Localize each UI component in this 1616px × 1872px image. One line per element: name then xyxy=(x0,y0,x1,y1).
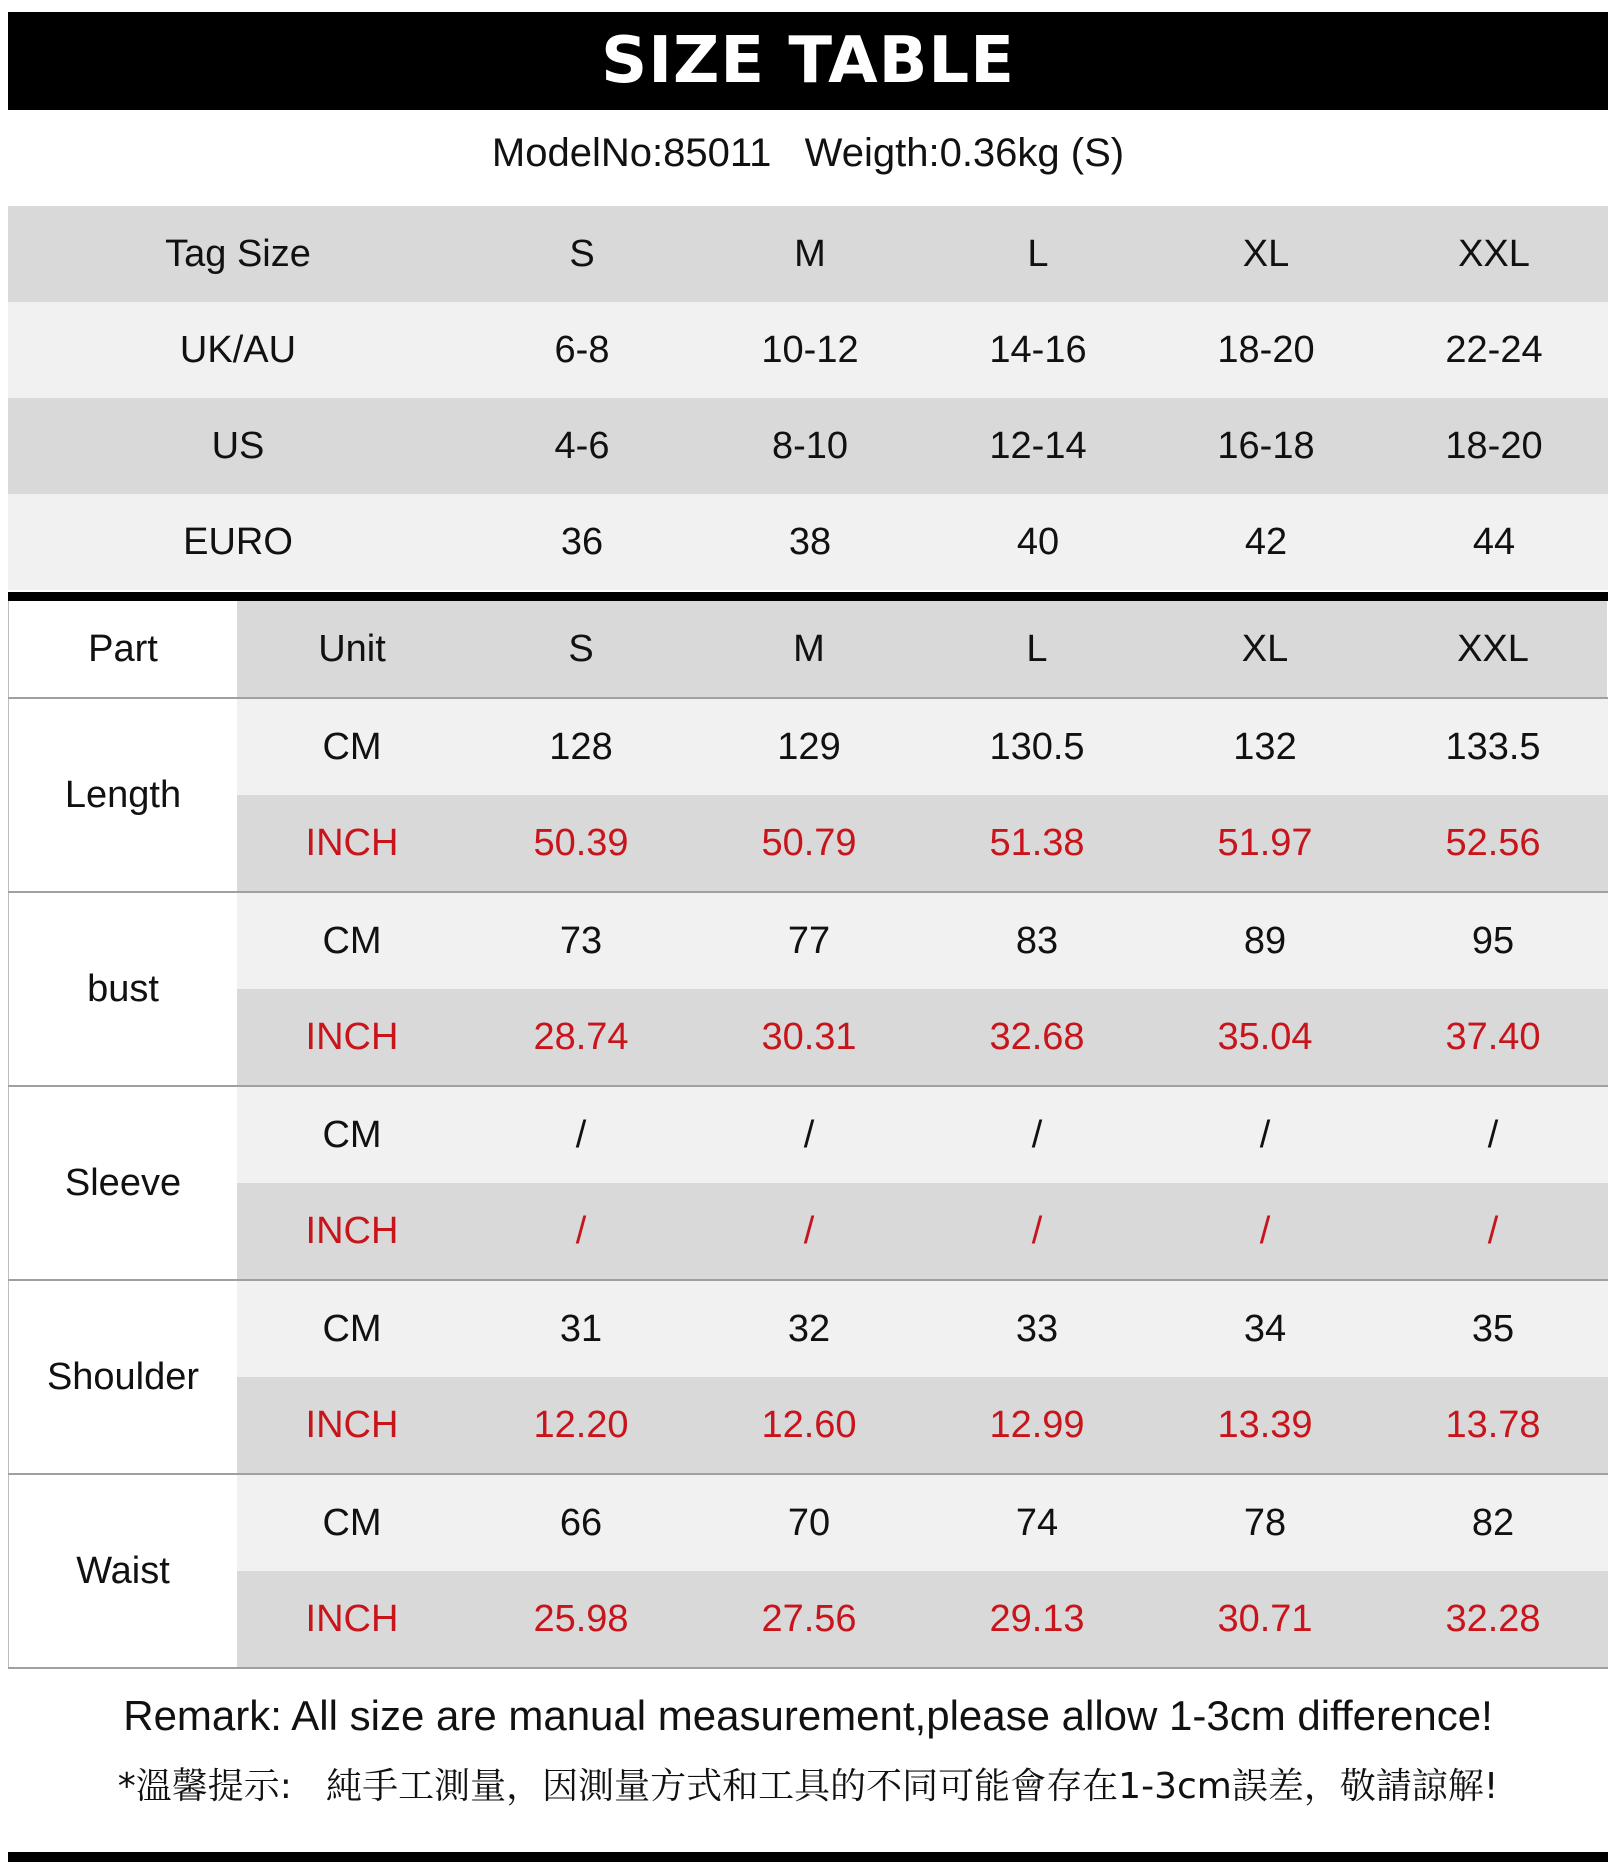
table-cell: 129 xyxy=(777,725,841,768)
unit-label: INCH xyxy=(305,1597,399,1640)
table-cell: 70 xyxy=(787,1501,831,1544)
table-cell: 128 xyxy=(549,725,613,768)
table-cell: 66 xyxy=(559,1501,603,1544)
table-cell: 35.04 xyxy=(1217,1015,1313,1058)
unit-label: INCH xyxy=(305,1015,399,1058)
table-cell: 14-16 xyxy=(989,328,1087,371)
header-size: M xyxy=(695,601,923,697)
table-cell: 35 xyxy=(1471,1307,1515,1350)
table-cell: 51.38 xyxy=(989,821,1085,864)
table-cell: 36 xyxy=(560,520,604,563)
row-label: US xyxy=(211,424,265,467)
unit-label: CM xyxy=(322,725,382,768)
table-row xyxy=(8,398,1608,494)
table-cell: / xyxy=(1259,1209,1271,1252)
table-row xyxy=(237,699,1608,795)
part-label: Shoulder xyxy=(8,1281,237,1473)
table-cell: 12.20 xyxy=(533,1403,629,1446)
measurement-group-shoulder xyxy=(8,1281,1608,1475)
table-cell: 82 xyxy=(1471,1501,1515,1544)
table-cell: 132 xyxy=(1233,725,1297,768)
table-cell: 42 xyxy=(1244,520,1288,563)
model-info: ModelNo:85011 Weigth:0.36kg (S) xyxy=(491,130,1125,175)
unit-label: INCH xyxy=(305,1403,399,1446)
table-row xyxy=(237,1475,1608,1571)
table-cell: 18-20 xyxy=(1445,424,1543,467)
table-cell: / xyxy=(575,1113,587,1156)
table-cell: 130.5 xyxy=(989,725,1085,768)
table-cell: XXL xyxy=(1458,232,1530,275)
measurement-table xyxy=(8,601,1608,1669)
table-cell: 29.13 xyxy=(989,1597,1085,1640)
part-label: bust xyxy=(8,893,237,1085)
table-row xyxy=(237,1183,1608,1279)
row-label: EURO xyxy=(183,520,293,563)
table-cell: 12.60 xyxy=(761,1403,857,1446)
table-cell: / xyxy=(1031,1209,1043,1252)
table-cell: 32.68 xyxy=(989,1015,1085,1058)
measurement-group-length xyxy=(8,699,1608,893)
table-cell: 30.71 xyxy=(1217,1597,1313,1640)
table-cell: 8-10 xyxy=(771,424,849,467)
table-cell: 30.31 xyxy=(761,1015,857,1058)
table-cell: 16-18 xyxy=(1217,424,1315,467)
table-row xyxy=(237,795,1608,891)
table-cell: 25.98 xyxy=(533,1597,629,1640)
row-label: Tag Size xyxy=(165,232,311,275)
table-row xyxy=(237,1281,1608,1377)
section-divider xyxy=(8,592,1608,601)
table-cell: / xyxy=(1487,1209,1499,1252)
table-row xyxy=(237,989,1608,1085)
header-unit: Unit xyxy=(237,601,467,697)
table-cell: / xyxy=(1031,1113,1043,1156)
table-cell: 52.56 xyxy=(1445,821,1541,864)
table-cell: 50.79 xyxy=(761,821,857,864)
table-row xyxy=(237,1087,1608,1183)
table-cell: 34 xyxy=(1243,1307,1287,1350)
table-cell: 37.40 xyxy=(1445,1015,1541,1058)
table-cell: 73 xyxy=(559,919,603,962)
table-cell: 32.28 xyxy=(1445,1597,1541,1640)
table-cell: M xyxy=(794,232,826,275)
table-cell: 50.39 xyxy=(533,821,629,864)
table-row xyxy=(237,1571,1608,1667)
unit-label: INCH xyxy=(305,1209,399,1252)
table-cell: 40 xyxy=(1016,520,1060,563)
row-label: UK/AU xyxy=(179,328,297,371)
unit-label: CM xyxy=(322,919,382,962)
table-cell: 13.39 xyxy=(1217,1403,1313,1446)
table-cell: / xyxy=(803,1113,815,1156)
part-label: Waist xyxy=(8,1475,237,1667)
table-cell: 44 xyxy=(1472,520,1516,563)
table-cell: 10-12 xyxy=(761,328,859,371)
table-cell: XL xyxy=(1242,232,1290,275)
unit-label: CM xyxy=(322,1501,382,1544)
table-cell: 4-6 xyxy=(554,424,610,467)
table-cell: 51.97 xyxy=(1217,821,1313,864)
table-cell: 31 xyxy=(559,1307,603,1350)
table-cell: 33 xyxy=(1015,1307,1059,1350)
table-cell: 12.99 xyxy=(989,1403,1085,1446)
header-part: Part xyxy=(8,601,237,697)
table-cell: / xyxy=(1259,1113,1271,1156)
table-cell: 83 xyxy=(1015,919,1059,962)
table-cell: / xyxy=(575,1209,587,1252)
table-cell: L xyxy=(1027,232,1049,275)
table-row xyxy=(8,494,1608,590)
table-cell: 28.74 xyxy=(533,1015,629,1058)
table-cell: 6-8 xyxy=(554,328,610,371)
table-cell: 74 xyxy=(1015,1501,1059,1544)
page-title xyxy=(8,12,1608,110)
size-conversion-table xyxy=(8,206,1608,590)
table-header-row xyxy=(8,601,1608,699)
unit-label: INCH xyxy=(305,821,399,864)
table-cell: S xyxy=(569,232,595,275)
measurement-group-bust xyxy=(8,893,1608,1087)
title-text: SIZE TABLE xyxy=(601,24,1015,98)
table-cell: 89 xyxy=(1243,919,1287,962)
table-cell: 78 xyxy=(1243,1501,1287,1544)
measurement-group-sleeve xyxy=(8,1087,1608,1281)
unit-label: CM xyxy=(322,1113,382,1156)
unit-label: CM xyxy=(322,1307,382,1350)
header-size: S xyxy=(467,601,695,697)
table-cell: 18-20 xyxy=(1217,328,1315,371)
table-cell: 32 xyxy=(787,1307,831,1350)
header-size: L xyxy=(923,601,1151,697)
table-cell: 133.5 xyxy=(1445,725,1541,768)
table-row xyxy=(8,206,1608,302)
table-cell: 12-14 xyxy=(989,424,1087,467)
table-cell: 27.56 xyxy=(761,1597,857,1640)
table-cell: / xyxy=(803,1209,815,1252)
table-row xyxy=(237,893,1608,989)
bottom-divider xyxy=(8,1852,1608,1862)
remark-text-chinese: *溫馨提示: 純手工測量，因測量方式和工具的不同可能會存在1-3cm誤差，敬請諒解! xyxy=(117,1766,1499,1807)
table-row xyxy=(8,302,1608,398)
table-cell: 13.78 xyxy=(1445,1403,1541,1446)
remark-text: Remark: All size are manual measurement,please allow 1-3cm difference! xyxy=(123,1692,1493,1739)
table-cell: 22-24 xyxy=(1445,328,1543,371)
part-label: Length xyxy=(8,699,237,891)
table-cell: / xyxy=(1487,1113,1499,1156)
measurement-group-waist xyxy=(8,1475,1608,1669)
table-cell: 38 xyxy=(788,520,832,563)
table-row xyxy=(237,1377,1608,1473)
header-size: XXL xyxy=(1379,601,1607,697)
header-size: XL xyxy=(1151,601,1379,697)
table-cell: 95 xyxy=(1471,919,1515,962)
part-label: Sleeve xyxy=(8,1087,237,1279)
table-cell: 77 xyxy=(787,919,831,962)
